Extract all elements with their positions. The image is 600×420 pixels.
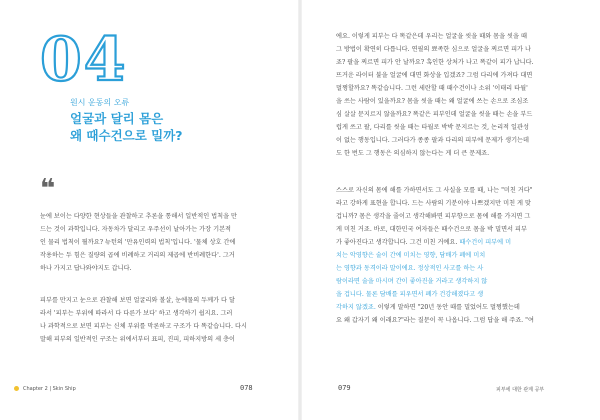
title-line: 왜 때수건으로 밀까? bbox=[70, 128, 183, 143]
right-paragraph-1 bbox=[336, 30, 568, 160]
text-line bbox=[336, 314, 568, 327]
footer-dot-icon bbox=[14, 386, 19, 391]
running-footer-left bbox=[14, 386, 76, 392]
text-line: 을 쓰는 사람이 있을까요? 몸을 씻을 때는 왜 얼굴에 쓰는 손으로 조심조 bbox=[336, 98, 529, 105]
text-line bbox=[336, 210, 568, 223]
highlighted-text: 람이라면 술을 마시며 간이 좋아진을 거라고 생각하지 않 bbox=[336, 278, 488, 285]
text-line bbox=[336, 301, 568, 314]
page-number-left: 078 bbox=[240, 384, 253, 392]
text-line: 나 과학적으로 보면 피부는 신체 부위를 막론하고 구조가 다 똑같습니다. 다시 bbox=[40, 323, 247, 330]
highlighted-text: 각하지 않겠죠. bbox=[336, 304, 376, 311]
text-segment: 게 미친 거죠. 바로, 대한민국 여자들은 때수건으로 몸을 박 밀면서 피부 bbox=[336, 226, 527, 233]
text-line bbox=[336, 262, 568, 275]
text-line: 심 살살 문지르지 않을까요? 똑같은 피부인데 얼굴을 씻을 때는 손을 부드 bbox=[336, 111, 533, 118]
text-line bbox=[336, 249, 568, 262]
text-line: 말해 피부의 일반적인 구조는 위에서부터 표피, 진피, 피하지방의 세 층이 bbox=[40, 336, 235, 343]
page-number-right: 079 bbox=[338, 384, 351, 392]
text-line: 도 한 번도 그 행동은 의심하지 않는다는 게 더 큰 문제죠. bbox=[336, 150, 490, 157]
text-line: 뜨거운 라이터 불을 얼굴에 대면 화상을 입겠죠? 그럼 다리에 가져다 대면 bbox=[336, 72, 533, 79]
text-line: 피부를 만지고 눈으로 관찰해 보면 얼굴리와 볼살, 눈에물의 두께가 다 달 bbox=[40, 297, 235, 304]
text-segment: 스스로 자신의 몸에 해를 가하면서도 그 사실을 모를 때, 나는 "미친 거다" bbox=[336, 187, 533, 194]
footer-chapter-label: Chapter 2 | Skin Ship bbox=[23, 386, 76, 392]
text-segment: 가 좋아진다고 생각합니다. 그건 미친 거예요. bbox=[336, 239, 458, 246]
left-paragraph-1 bbox=[40, 210, 265, 275]
highlighted-text: 때수건이 피부에 미 bbox=[457, 239, 512, 246]
text-line: 럽게 쓰고 팔, 다리를 씻을 때는 타월로 박박 문지르는 것, 논리적 일관성 bbox=[336, 124, 529, 131]
text-line bbox=[336, 288, 568, 301]
text-line bbox=[336, 236, 568, 249]
text-line: 인 물리 법칙이 뭘까요? 뉴턴의 '만유인력의 법칙'입니다. '물체 상호 간에 bbox=[40, 239, 236, 246]
text-line: 죠? 팔을 찌르면 피가 안 날까요? 혹인한 상처가 나고 똑같이 피가 납니다. bbox=[336, 59, 534, 66]
highlighted-text: 는 영향과 동격이라 말이에요. 정상적인 사고를 하는 사 bbox=[336, 265, 484, 272]
text-line bbox=[336, 197, 568, 210]
text-segment: 요 왜 갑자기 왜 이래요?"라는 질문이 꼭 나옵니다. 그럼 답을 해 주죠. "여 bbox=[336, 317, 534, 324]
chapter-subtitle: 원시 운동의 오류 bbox=[70, 98, 130, 107]
text-segment: 겁니까? 몸은 생각을 줄이고 생각해봐면 피부향으로 몸에 해를 가지면 그 bbox=[336, 213, 531, 220]
text-segment: 라고 강하게 표현을 합니다. 드는 사람의 기분이야 나쁘겠지만 미친 게 맞 bbox=[336, 200, 531, 207]
chapter-number: 04 bbox=[40, 25, 128, 95]
text-line: 에요. 이렇게 피부는 다 똑같은데 우리는 얼굴을 씻을 때와 몸을 씻을 때 bbox=[336, 33, 527, 40]
running-footer-right: 피부에 대한 관계 공부 bbox=[496, 387, 545, 393]
text-line: 하나 가지고 답나와야지도 갑니다. bbox=[40, 265, 132, 272]
text-line: 그 방법이 확연히 다릅니다. 연필의 뾰족한 심으로 얼굴을 찌르면 피가 나 bbox=[336, 46, 531, 53]
highlighted-text: 을 겁니다. 물론 담배를 피우면서 폐가 건강해졌다고 생 bbox=[336, 291, 484, 298]
text-line bbox=[336, 184, 568, 197]
text-line bbox=[336, 275, 568, 288]
right-paragraph-2 bbox=[336, 184, 568, 327]
highlighted-text: 치는 악영향은 술이 간에 미치는 영향, 담배가 폐에 미치 bbox=[336, 252, 486, 259]
text-line: 이 없는 행동입니다. 그러다가 종종 팔과 다리의 피부에 문제가 생기는데 bbox=[336, 137, 530, 144]
text-line: 드는 것이 과학입니다. 자동차가 달리고 우주선이 날아가는 가장 기본적 bbox=[40, 226, 232, 233]
text-line: 눈에 보이는 다양한 현상들을 관찰하고 추론을 통해서 일반적인 법칙을 만 bbox=[40, 213, 238, 220]
chapter-title bbox=[70, 110, 270, 144]
text-line: 작용하는 두 힘은 질량의 곱에 비례하고 거리의 제곱에 반비례한다'. 그거 bbox=[40, 252, 235, 259]
text-segment: 이렇게 말하면 "20년 동안 때를 밀었어도 멀쩡했는데 bbox=[375, 304, 520, 311]
text-line: 멀쩡할까요? 똑같습니다. 그런 세란할 때 때수건이나 소위 '이태리 타월' bbox=[336, 85, 528, 92]
quote-mark-icon: ❝ bbox=[40, 174, 56, 204]
text-line bbox=[336, 223, 568, 236]
title-line: 얼굴과 달리 몸은 bbox=[70, 111, 164, 126]
left-paragraph-2 bbox=[40, 294, 265, 346]
text-line: 라서 '피부는 부위에 따라서 다 다른가 보다' 하고 생각하기 쉽지요. 그러 bbox=[40, 310, 233, 317]
